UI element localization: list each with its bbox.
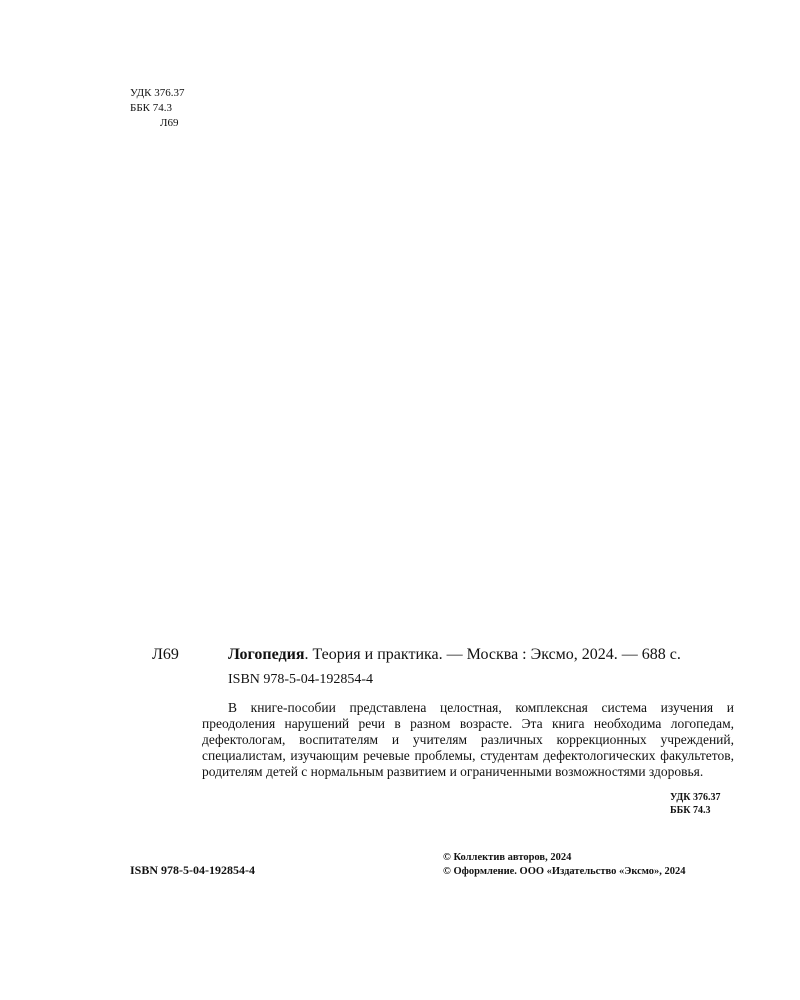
top-classification-codes <box>130 86 185 131</box>
footer-isbn: ISBN 978-5-04-192854-4 <box>130 863 255 877</box>
publication-details: . Теория и практика. — Москва : Эксмо, 2024. — 688 с. <box>304 646 681 663</box>
bbk-code: ББК 74.3 <box>130 102 172 114</box>
author-sign: Л69 <box>160 117 179 129</box>
copyright-block <box>443 851 686 879</box>
copyright-authors: © Коллектив авторов, 2024 <box>443 852 572 863</box>
copyright-design: © Оформление. ООО «Издательство «Эксмо», 2024 <box>443 866 686 877</box>
record-classification-codes <box>670 791 720 817</box>
record-bbk: ББК 74.3 <box>670 805 711 816</box>
record-udk: УДК 376.37 <box>670 792 721 803</box>
book-title: Логопедия <box>228 646 305 663</box>
record-author-sign: Л69 <box>152 646 179 663</box>
udk-code: УДК 376.37 <box>130 87 185 99</box>
record-title <box>228 646 738 664</box>
record-isbn: ISBN 978-5-04-192854-4 <box>228 672 374 687</box>
annotation-text: В книге-пособии представлена целостная, комплексная система изучения и преодоления нарушений речи в разном возрасте. Эта книга необходима логопедам, дефектологам, воспитателям и учителям различных коррекционных учреждений, специалистам, изучающим речевые проблемы, студентам дефектологических факультетов, родителям детей с нормальным развитием и ограниченными возможностями здоровья. <box>202 700 734 779</box>
